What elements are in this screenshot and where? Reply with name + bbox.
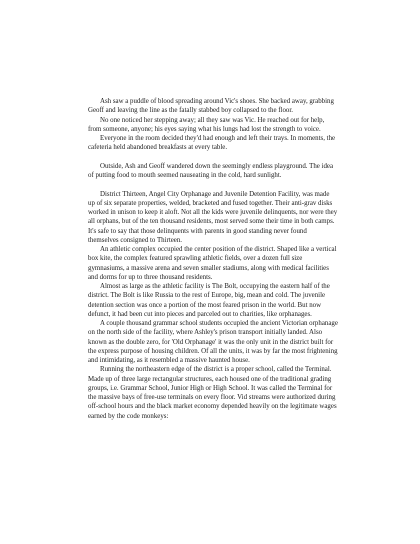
paragraph: District Thirteen, Angel City Orphanage and Juvenile Detention Facility, was made up of six separate properties, welded, bracketed and fused together. Their anti-grav disks worked in unison to keep it aloft. Not all the kids were juvenile delinquents, nor were they all orphans, but of the ten thousand residents, most served some their time in both camps. It's safe to say that those delinquents with parents in good standing never found themselves consigned to Thirteen. bbox=[88, 190, 338, 244]
paragraph: No one noticed her stepping away; all they saw was Vic. He reached out for help, from someone, anyone; his eyes saying what his lungs had lost the strength to voice. bbox=[88, 116, 325, 133]
paragraph: A couple thousand grammar school students occupied the ancient Victorian orphanage on the north side of the facility, where Ashley's prison transport initially landed. Also known as the double zero, for 'Old Orphanage' it was the only unit in the district built for the express purpose of housing children. Of all the units, it was by far the most frightening and intimidating, as it resembled a massive haunted house. bbox=[88, 320, 338, 364]
paragraph: Ash saw a puddle of blood spreading around Vic's shoes. She backed away, grabbing Geoff and leaving the line as the fatally stabbed boy collapsed to the floor. bbox=[88, 98, 334, 115]
document-body bbox=[88, 97, 338, 421]
paragraph: An athletic complex occupied the center position of the district. Shaped like a vertical box kite, the complex featured sprawling athletic fields, over a dozen full size gymnasiums, a massive arena and seven smaller stadiums, along with medical facilities and dorms for up to three thousand residents. bbox=[88, 246, 337, 281]
section-break bbox=[88, 153, 338, 162]
paragraph: Almost as large as the athletic facility is The Bolt, occupying the eastern half of the district. The Bolt is like Russia to the rest of Europe, big, mean and cold. The juvenile detention section was once a portion of the most feared prison in the world. But now defunct, it had been cut into pieces and parceled out to charities, like orphanages. bbox=[88, 283, 330, 318]
paragraph: Outside, Ash and Geoff wandered down the seemingly endless playground. The idea of putting food to mouth seemed nauseating in the cold, hard sunlight. bbox=[88, 162, 334, 179]
section-break bbox=[88, 180, 338, 189]
paragraph: Everyone in the room decided they'd had enough and left their trays. In moments, the cafeteria held abandoned breakfasts at every table. bbox=[88, 135, 336, 152]
paragraph: Running the northeastern edge of the district is a proper school, called the Terminal. Made up of three large rectangular structures, each housed one of the traditional grading groups, i.e. Grammar School, Junior High or High School. It was called the Terminal for the massive bays of free-use terminals on every floor. Vid streams were authorized during off-school hours and the black market economy depended heavily on the legitimate wages earned by the code monkeys: bbox=[88, 366, 337, 420]
